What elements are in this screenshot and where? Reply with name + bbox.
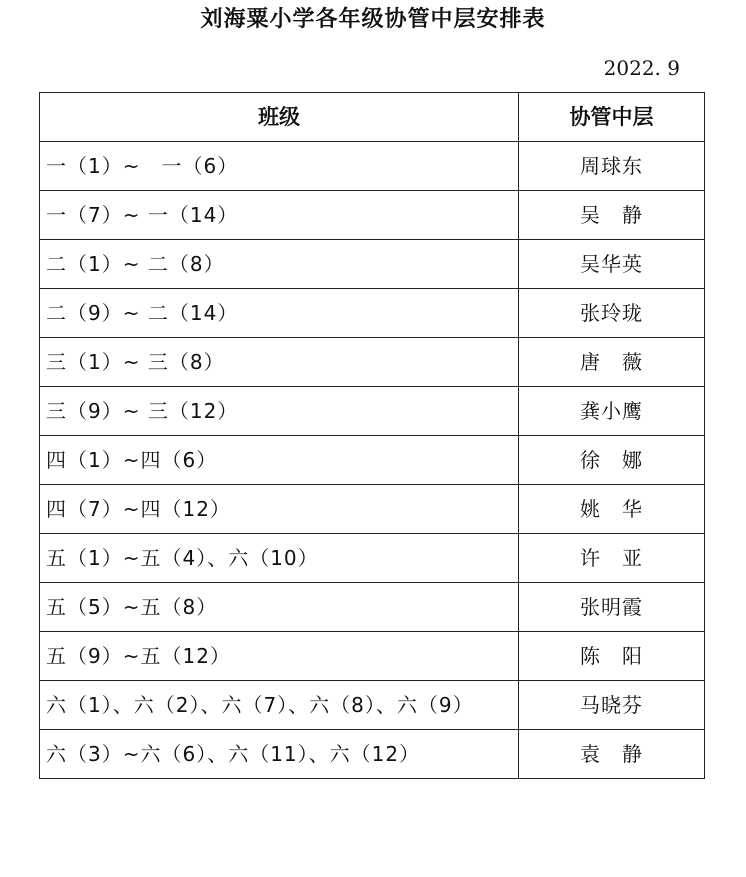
class-range-cell: 一（7）~ 一（14） <box>40 191 519 240</box>
class-range-cell: 五（5）~五（8） <box>40 583 519 632</box>
class-range-cell: 三（9）~ 三（12） <box>40 387 519 436</box>
manager-cell: 张明霞 <box>519 583 705 632</box>
manager-cell: 马晓芬 <box>519 681 705 730</box>
table-row <box>40 387 705 436</box>
manager-cell: 徐 娜 <box>519 436 705 485</box>
class-range-cell: 二（1）~ 二（8） <box>40 240 519 289</box>
class-range-cell: 二（9）~ 二（14） <box>40 289 519 338</box>
table-row <box>40 436 705 485</box>
table-row <box>40 142 705 191</box>
manager-cell: 陈 阳 <box>519 632 705 681</box>
table-row <box>40 240 705 289</box>
table-row <box>40 681 705 730</box>
table-row <box>40 583 705 632</box>
manager-cell: 许 亚 <box>519 534 705 583</box>
class-range-cell: 三（1）~ 三（8） <box>40 338 519 387</box>
column-header-class: 班级 <box>40 93 519 142</box>
table-row <box>40 485 705 534</box>
table-row <box>40 534 705 583</box>
manager-cell: 吴华英 <box>519 240 705 289</box>
document-title: 刘海粟小学各年级协管中层安排表 <box>200 7 546 32</box>
class-range-cell: 五（9）~五（12） <box>40 632 519 681</box>
manager-cell: 唐 薇 <box>519 338 705 387</box>
schedule-table <box>39 92 705 779</box>
manager-cell: 姚 华 <box>519 485 705 534</box>
document-date: 2022. 9 <box>603 56 680 80</box>
table-row <box>40 632 705 681</box>
manager-cell: 周球东 <box>519 142 705 191</box>
class-range-cell: 六（1）、六（2）、六（7）、六（8）、六（9） <box>40 681 519 730</box>
table-row <box>40 289 705 338</box>
class-range-cell: 五（1）~五（4）、六（10） <box>40 534 519 583</box>
table-row <box>40 338 705 387</box>
manager-cell: 张玲珑 <box>519 289 705 338</box>
manager-cell: 袁 静 <box>519 730 705 779</box>
manager-cell: 龚小鹰 <box>519 387 705 436</box>
class-range-cell: 四（1）~四（6） <box>40 436 519 485</box>
class-range-cell: 六（3）~六（6）、六（11）、六（12） <box>40 730 519 779</box>
table-row <box>40 730 705 779</box>
class-range-cell: 四（7）~四（12） <box>40 485 519 534</box>
table-header-row <box>40 93 705 142</box>
class-range-cell: 一（1）~ 一（6） <box>40 142 519 191</box>
column-header-manager: 协管中层 <box>519 93 705 142</box>
table-row <box>40 191 705 240</box>
manager-cell: 吴 静 <box>519 191 705 240</box>
